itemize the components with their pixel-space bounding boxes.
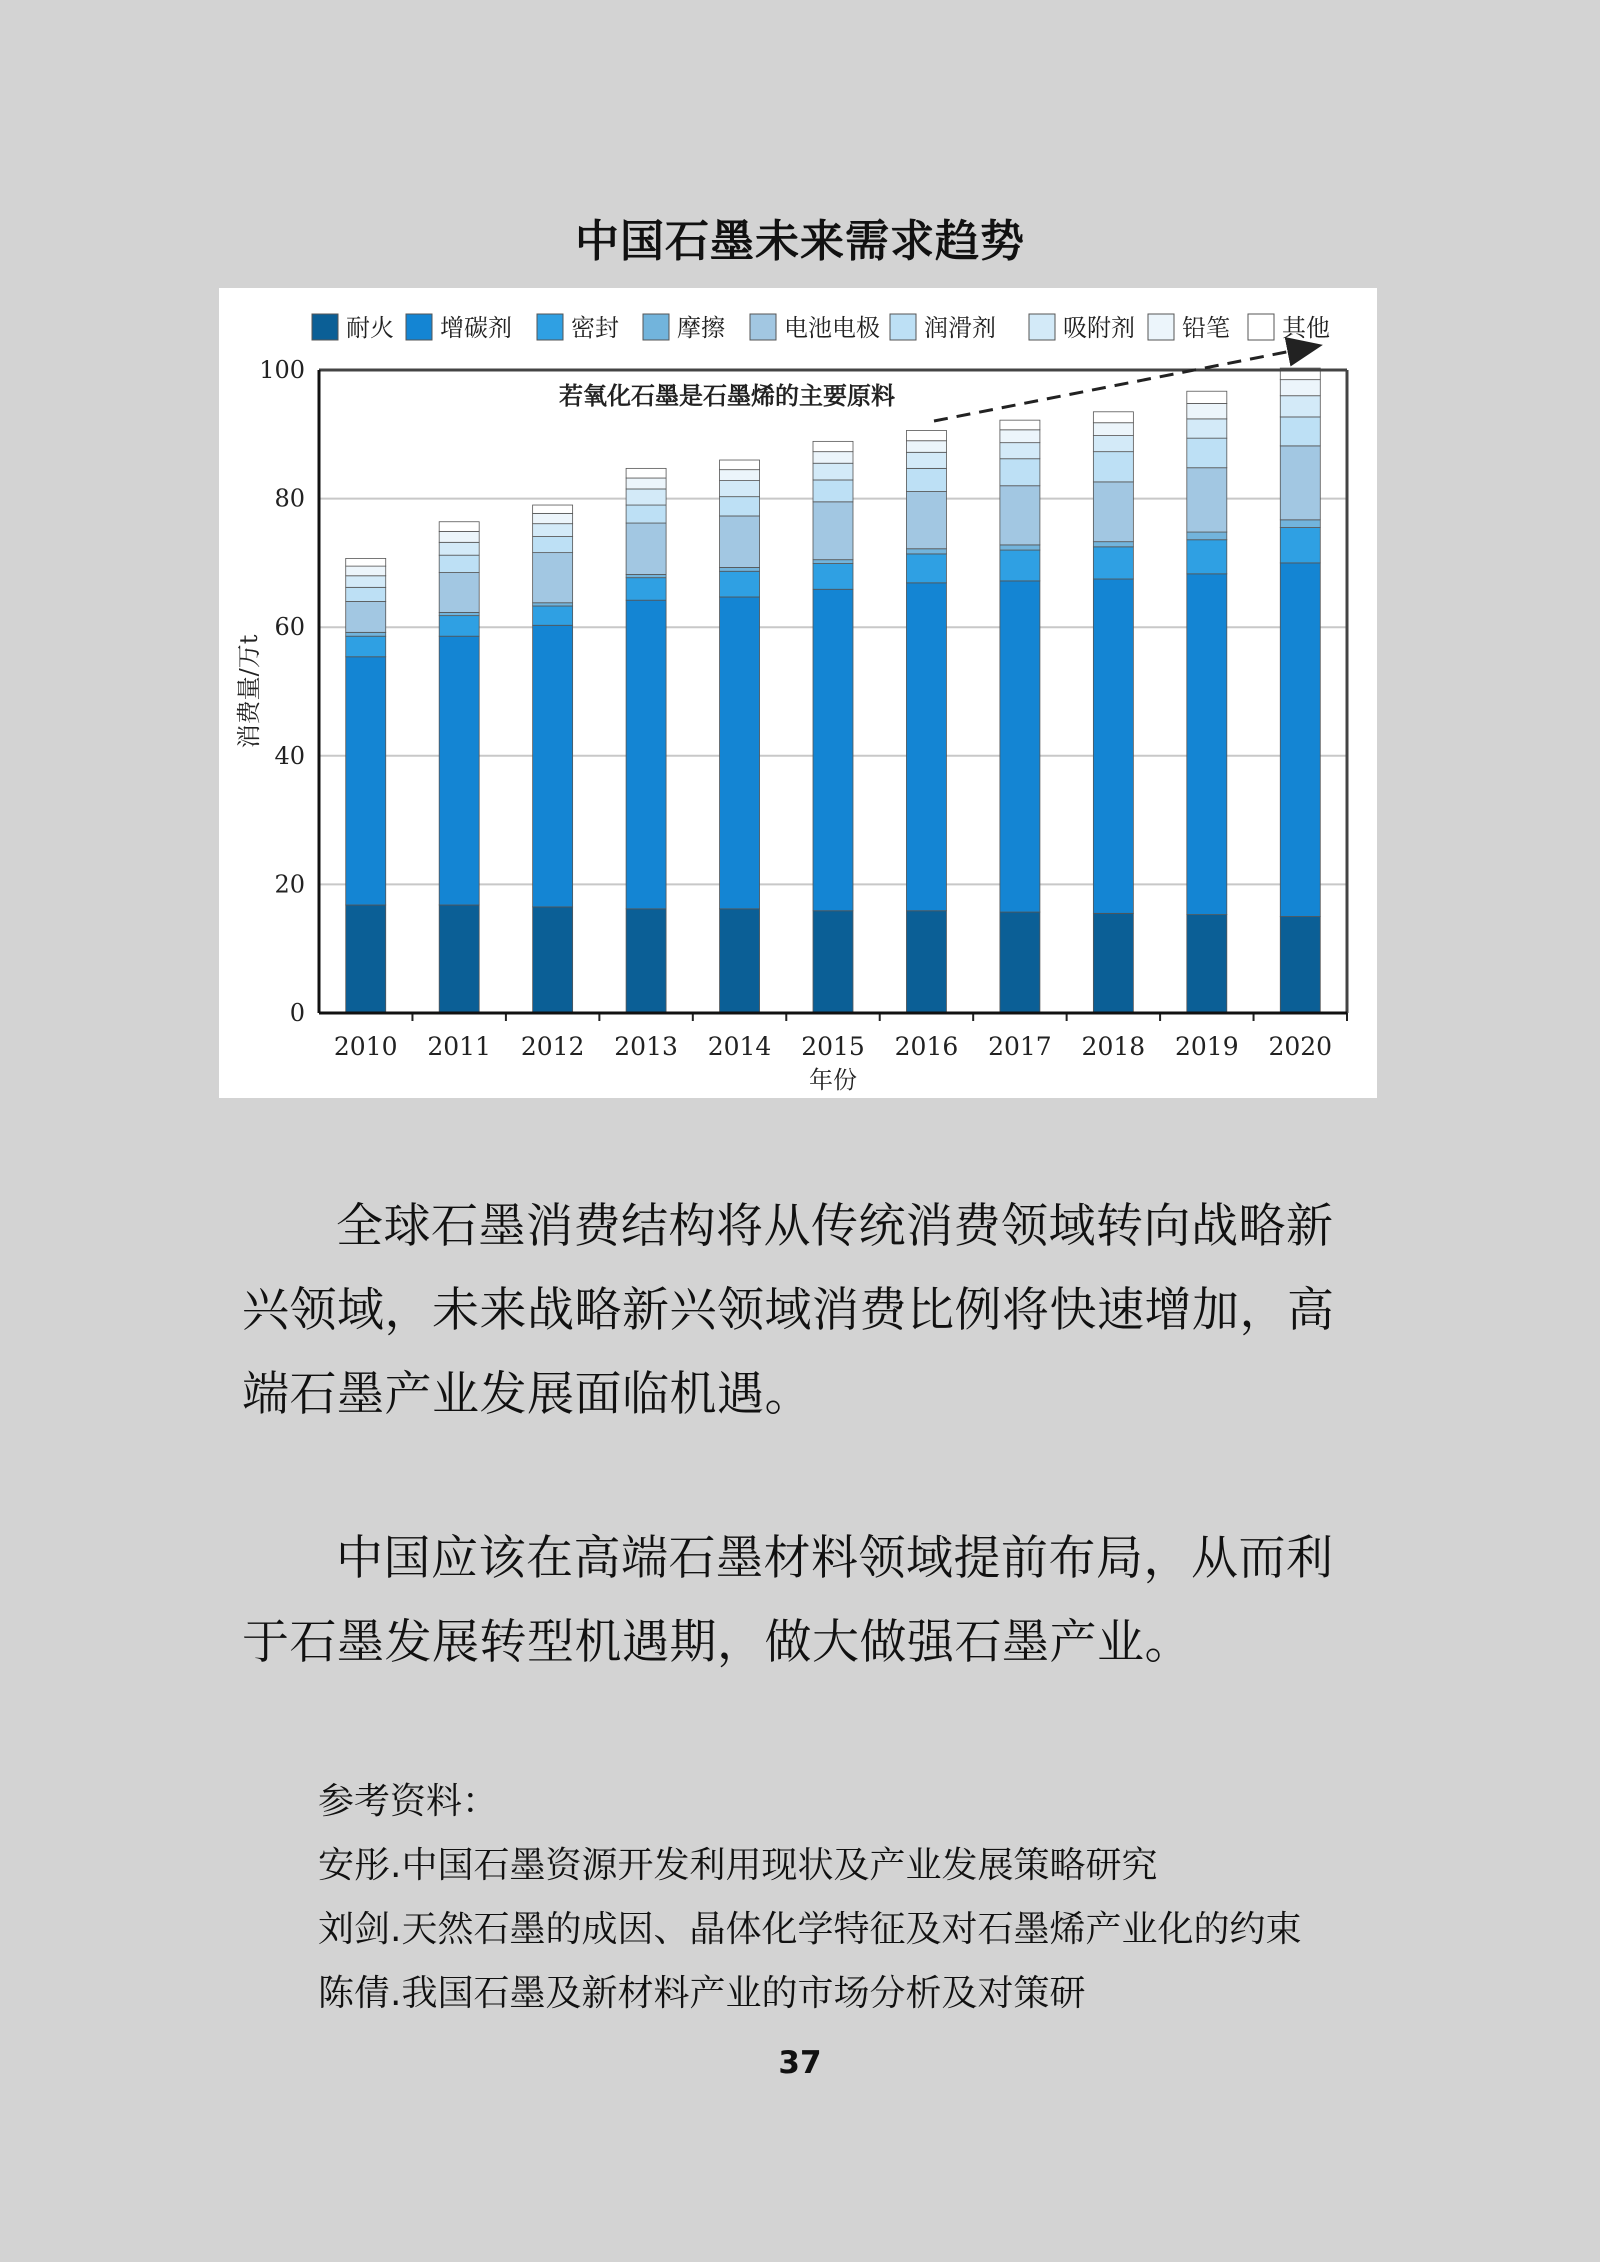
- bar-segment: [1187, 391, 1227, 403]
- bar-segment: [813, 502, 853, 560]
- legend-label: 耐火: [346, 314, 394, 342]
- legend-label: 其他: [1282, 314, 1330, 342]
- bar-segment: [1187, 915, 1227, 1013]
- references-section: [318, 1770, 1398, 2026]
- legend-swatch: [643, 314, 669, 340]
- bar-segment: [1093, 412, 1133, 423]
- bar-segment: [1280, 917, 1320, 1013]
- bar-segment: [906, 549, 946, 554]
- paragraph-1: 全球石墨消费结构将从传统消费领域转向战略新兴领域，未来战略新兴领域消费比例将快速增加，高端石墨产业发展面临机遇。: [242, 1199, 1335, 1422]
- bar-segment: [346, 601, 386, 632]
- bar-segment: [813, 452, 853, 464]
- bar-segment: [813, 480, 853, 502]
- bar-segment: [533, 505, 573, 513]
- page-title: 中国石墨未来需求趋势: [575, 216, 1025, 267]
- bar-segment: [626, 505, 666, 523]
- bar-segment: [533, 553, 573, 603]
- bar-segment: [626, 489, 666, 505]
- x-tick-label: 2010: [333, 1032, 398, 1061]
- bar-segment: [439, 531, 479, 542]
- bar-segment: [626, 600, 666, 909]
- bar-segment: [906, 583, 946, 911]
- y-tick-label: 40: [274, 741, 305, 770]
- x-tick-label: 2014: [707, 1032, 772, 1061]
- bar-segment: [439, 616, 479, 637]
- x-tick-label: 2020: [1268, 1032, 1333, 1061]
- bar-segment: [813, 911, 853, 1013]
- bar-segment: [720, 567, 760, 571]
- bar-segment: [906, 441, 946, 453]
- y-axis-label: 消费量/万t: [235, 634, 263, 749]
- bar-segment: [1280, 446, 1320, 520]
- x-tick-label: 2013: [614, 1032, 678, 1061]
- trend-arrow: [934, 346, 1317, 421]
- bar-segment: [1000, 459, 1040, 486]
- legend-swatch: [1148, 314, 1174, 340]
- bar-segment: [626, 478, 666, 489]
- bar-segment: [1280, 520, 1320, 528]
- bar-segment: [626, 909, 666, 1013]
- y-tick-label: 60: [274, 613, 305, 642]
- bar-segment: [533, 537, 573, 553]
- bar-segment: [346, 576, 386, 588]
- x-axis-label: 年份: [809, 1066, 857, 1094]
- bar-segment: [720, 470, 760, 481]
- bar-segment: [1000, 581, 1040, 912]
- x-tick-label: 2012: [520, 1032, 585, 1061]
- bar-segment: [906, 911, 946, 1013]
- legend-label: 铅笔: [1182, 314, 1230, 342]
- bar-segment: [533, 907, 573, 1013]
- x-tick-label: 2016: [894, 1032, 959, 1061]
- annotation-text: 若氧化石墨是石墨烯的主要原料: [559, 381, 895, 410]
- bar-segment: [1280, 563, 1320, 917]
- legend-swatch: [1029, 314, 1055, 340]
- x-tick-label: 2017: [988, 1032, 1052, 1061]
- legend-label: 吸附剂: [1063, 314, 1135, 342]
- bar-segment: [1093, 423, 1133, 436]
- legend-label: 摩擦: [677, 314, 725, 342]
- bar-segment: [1187, 540, 1227, 574]
- legend-swatch: [312, 314, 338, 340]
- bar-segment: [1280, 380, 1320, 396]
- bar-segment: [813, 441, 853, 451]
- reference-item: 陈倩.我国石墨及新材料产业的市场分析及对策研: [318, 1973, 1086, 2014]
- bar-segment: [1093, 482, 1133, 542]
- bar-segment: [720, 597, 760, 909]
- bar-segment: [813, 589, 853, 911]
- bar-segment: [1093, 542, 1133, 547]
- bar-segment: [1187, 438, 1227, 468]
- legend-label: 密封: [571, 314, 619, 342]
- y-tick-label: 100: [259, 356, 305, 384]
- bar-segment: [720, 460, 760, 470]
- bar-segment: [1187, 403, 1227, 418]
- bar-segment: [439, 542, 479, 555]
- bar-segment: [720, 481, 760, 497]
- x-tick-label: 2015: [801, 1032, 865, 1061]
- bar-segment: [346, 558, 386, 566]
- bar-segment: [720, 516, 760, 567]
- bar-segment: [1000, 912, 1040, 1013]
- bar-segment: [906, 554, 946, 583]
- bar-segment: [906, 452, 946, 468]
- bar-segment: [813, 463, 853, 480]
- legend-swatch: [1248, 314, 1274, 340]
- bar-segment: [1093, 436, 1133, 452]
- bar-segment: [1000, 430, 1040, 443]
- bar-segment: [813, 560, 853, 564]
- bar-segment: [346, 636, 386, 657]
- bar-segment: [1000, 486, 1040, 545]
- bar-segment: [626, 578, 666, 601]
- bar-segment: [1187, 532, 1227, 540]
- bar-segment: [1000, 550, 1040, 581]
- bar-segment: [1187, 574, 1227, 915]
- bar-segment: [626, 574, 666, 577]
- bar-segment: [439, 612, 479, 615]
- bar-segment: [906, 430, 946, 440]
- bar-segment: [346, 905, 386, 1013]
- bar-segment: [1000, 545, 1040, 550]
- legend-swatch: [890, 314, 916, 340]
- bar-segment: [533, 513, 573, 523]
- bar-segment: [1280, 396, 1320, 417]
- x-tick-label: 2018: [1081, 1032, 1146, 1061]
- legend-label: 电池电极: [784, 314, 880, 342]
- stacked-bar-chart: [219, 288, 1377, 1098]
- bar-segment: [1187, 468, 1227, 532]
- bar-segment: [346, 632, 386, 636]
- bar-segment: [626, 523, 666, 574]
- references-title: 参考资料：: [318, 1781, 499, 1822]
- legend-swatch: [750, 314, 776, 340]
- bar-segment: [439, 905, 479, 1013]
- paragraph-2: 中国应该在高端石墨材料领域提前布局，从而利于石墨发展转型机遇期，做大做强石墨产业。: [242, 1531, 1334, 1670]
- y-tick-label: 80: [274, 484, 305, 513]
- bar-segment: [439, 522, 479, 532]
- legend-label: 润滑剂: [924, 314, 996, 342]
- bar-segment: [1093, 579, 1133, 913]
- reference-item: 刘剑.天然石墨的成因、晶体化学特征及对石墨烯产业化的约束: [318, 1909, 1302, 1950]
- bar-segment: [439, 555, 479, 572]
- x-tick-label: 2019: [1175, 1032, 1239, 1061]
- bar-segment: [1093, 547, 1133, 579]
- chart-svg: [219, 288, 1377, 1098]
- x-tick-label: 2011: [427, 1032, 491, 1061]
- bar-segment: [533, 603, 573, 606]
- bar-segment: [720, 497, 760, 516]
- bar-segment: [1187, 419, 1227, 438]
- bar-segment: [1093, 913, 1133, 1013]
- bar-segment: [346, 587, 386, 601]
- bar-segment: [533, 625, 573, 907]
- legend-swatch: [406, 314, 432, 340]
- bar-segment: [626, 468, 666, 478]
- bar-segment: [906, 492, 946, 549]
- bar-segment: [720, 571, 760, 597]
- legend-swatch: [537, 314, 563, 340]
- bar-segment: [1280, 528, 1320, 563]
- bar-segment: [346, 657, 386, 905]
- bar-segment: [1000, 420, 1040, 430]
- bar-segment: [439, 636, 479, 905]
- reference-item: 安彤.中国石墨资源开发利用现状及产业发展策略研究: [318, 1845, 1158, 1886]
- bar-segment: [1280, 417, 1320, 446]
- page-number: 37: [778, 2045, 822, 2081]
- bar-segment: [906, 468, 946, 491]
- bar-segment: [813, 564, 853, 590]
- bar-segment: [346, 566, 386, 576]
- bar-segment: [533, 524, 573, 537]
- legend-label: 增碳剂: [440, 314, 512, 342]
- bar-segment: [533, 606, 573, 625]
- y-tick-label: 0: [289, 999, 305, 1027]
- bar-segment: [439, 573, 479, 613]
- bar-segment: [1093, 452, 1133, 482]
- y-tick-label: 20: [274, 870, 305, 899]
- bar-segment: [1000, 443, 1040, 459]
- bar-segment: [720, 909, 760, 1013]
